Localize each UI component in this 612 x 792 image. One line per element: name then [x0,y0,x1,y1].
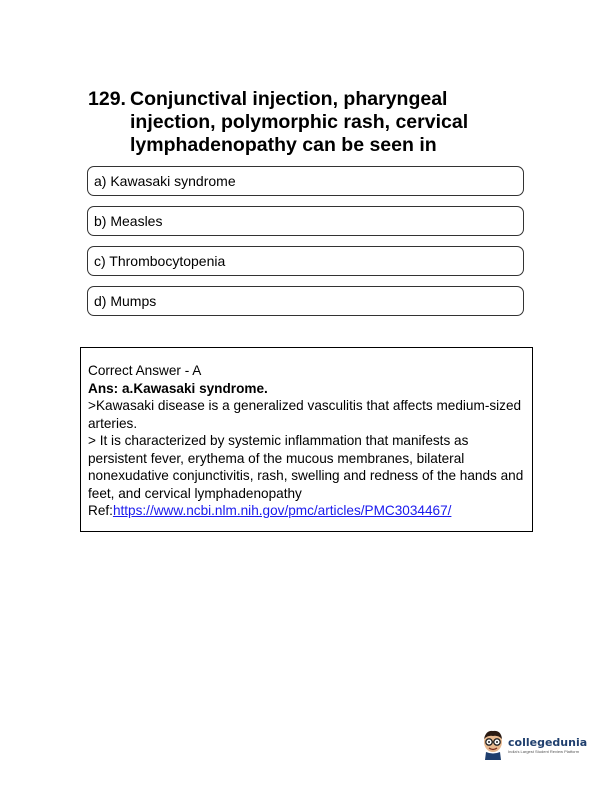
collegedunia-logo [481,730,587,760]
question-heading [88,88,528,157]
question-text: Conjunctival injection, pharyngeal injection, polymorphic rash, cervical lymphadenopathy can be seen in [130,88,469,156]
question-number: 129. [88,88,126,110]
mascot-icon [481,730,505,760]
option-b[interactable]: b) Measles [87,206,524,236]
option-a[interactable]: a) Kawasaki syndrome [87,166,524,196]
reference-link[interactable]: https://www.ncbi.nlm.nih.gov/pmc/articles/PMC3034467/ [112,503,452,518]
reference [88,502,524,520]
explanation-line-1: >Kawasaki disease is a generalized vasculitis that affects medium-sized arteries. [88,398,522,431]
option-c[interactable]: c) Thrombocytopenia [87,246,524,276]
brand-name: collegedunia [508,735,588,749]
answer-title: Ans: a.Kawasaki syndrome. [88,380,268,396]
explanation-line-2: > It is characterized by systemic inflammation that manifests as persistent fever, erythema of the mucous membranes, bilateral nonexudative conjunctivitis, rash, swelling and redness of the hands and feet, and cervical lymphadenopathy [88,433,524,501]
reference-prefix: Ref: [88,503,113,518]
brand-tagline: India's Largest Student Review Platform [508,748,580,754]
option-d[interactable]: d) Mumps [87,286,524,316]
correct-answer-label: Correct Answer - A [88,363,202,378]
answer-box [80,347,533,532]
